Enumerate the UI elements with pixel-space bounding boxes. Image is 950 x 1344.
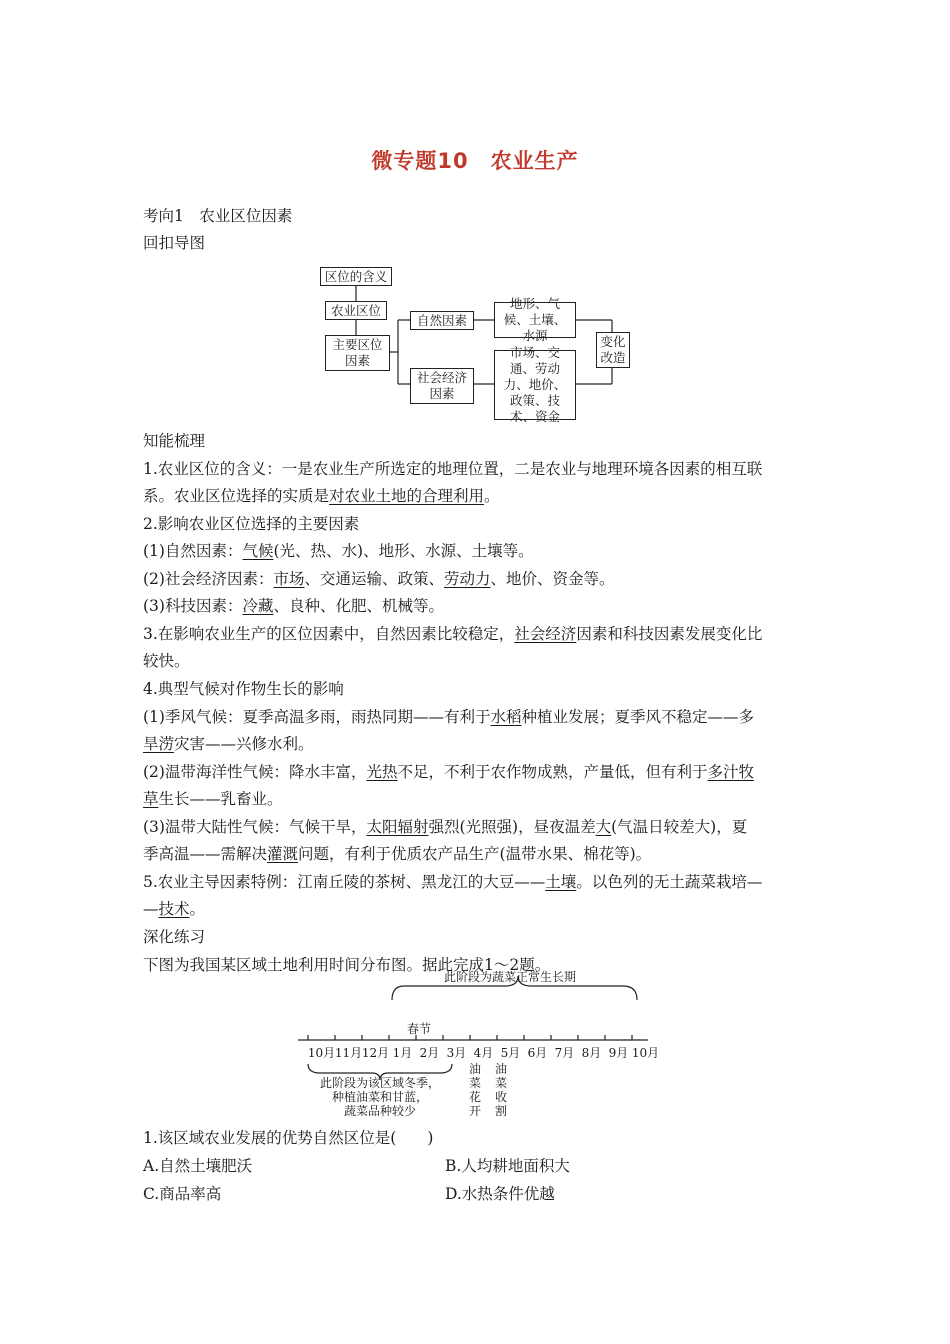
rape-harvest-char: 油 [494, 1062, 508, 1076]
bottom-brace-line-3: 蔬菜品种较少 [343, 1104, 417, 1118]
para-4: (2)社会经济因素：市场、交通运输、政策、劳动力、地价、资金等。 [143, 570, 615, 588]
month-label: 3月 [446, 1046, 467, 1060]
top-brace-label: 此阶段为蔬菜正常生长期 [443, 970, 577, 984]
box-social-items: 市场、交通、劳动力、地价、政策、技术、资金 [494, 350, 576, 420]
month-label: 4月 [473, 1046, 494, 1060]
para-2: 2.影响农业区位选择的主要因素 [143, 515, 360, 533]
para-8b: 旱涝灾害——兴修水利。 [143, 735, 314, 753]
para-10a: (3)温带大陆性气候：气候干旱，太阳辐射强烈(光照强)，昼夜温差大(气温日较差大)，夏 [143, 818, 748, 836]
para-11a: 5.农业主导因素特例：江南丘陵的茶树、黑龙江的大豆——土壤。以色列的无土蔬菜栽培— [143, 873, 763, 891]
para-7: 4.典型气候对作物生长的影响 [143, 680, 344, 698]
box-natural-items: 地形、气候、土壤、水源 [494, 302, 576, 338]
para-3: (1)自然因素：气候(光、热、水)、地形、水源、土壤等。 [143, 542, 534, 560]
rape-harvest-label [495, 1061, 507, 1118]
section-heading: 考向1 农业区位因素 [143, 207, 293, 225]
box-agri-location: 农业区位 [325, 301, 387, 320]
para-9a: (2)温带海洋性气候：降水丰富，光热不足，不利于农作物成熟，产量低，但有利于多汁牧 [143, 763, 755, 781]
rape-harvest-char: 割 [494, 1104, 508, 1118]
option-b: B.人均耕地面积大 [445, 1157, 570, 1175]
para-10b: 季高温——需解决灌溉问题，有利于优质农产品生产(温带水果、棉花等)。 [143, 845, 652, 863]
bottom-brace-line-1: 此阶段为该区域冬季， [319, 1076, 441, 1090]
option-a: A.自然土壤肥沃 [143, 1157, 253, 1175]
box-natural: 自然因素 [410, 311, 474, 330]
rape-harvest-char: 收 [494, 1090, 508, 1104]
box-change: 变化改造 [596, 332, 630, 368]
para-9b: 草生长——乳畜业。 [143, 790, 283, 808]
option-c: C.商品率高 [143, 1185, 222, 1203]
rape-bloom-char: 菜 [468, 1076, 482, 1090]
month-label: 12月 [361, 1046, 390, 1060]
practice-intro: 下图为我国某区域土地利用时间分布图。据此完成1～2题。 [143, 956, 551, 974]
month-label: 2月 [419, 1046, 440, 1060]
para-6b: 较快。 [143, 652, 190, 670]
month-label: 9月 [608, 1046, 629, 1060]
para-1a: 1.农业区位的含义：一是农业生产所选定的地理位置，二是农业与地理环境各因素的相互联 [143, 460, 763, 478]
para-8a: (1)季风气候：夏季高温多雨，雨热同期——有利于水稻种植业发展；夏季风不稳定——多 [143, 708, 754, 726]
month-label: 8月 [581, 1046, 602, 1060]
rape-bloom-char: 油 [468, 1062, 482, 1076]
para-11b: —技术。 [143, 900, 206, 918]
para-6a: 3.在影响农业生产的区位因素中，自然因素比较稳定，社会经济因素和科技因素发展变化比 [143, 625, 763, 643]
month-label: 5月 [500, 1046, 521, 1060]
month-label: 1月 [392, 1046, 413, 1060]
month-label: 10月 [307, 1046, 336, 1060]
practice-label: 深化练习 [143, 928, 206, 946]
page-title: 微专题10 农业生产 [371, 149, 579, 173]
para-1b: 系。农业区位选择的实质是对农业土地的合理利用。 [143, 487, 500, 505]
para-5: (3)科技因素：冷藏、良种、化肥、机械等。 [143, 597, 444, 615]
question-1-stem: 1.该区域农业发展的优势自然区位是( ) [143, 1129, 434, 1147]
month-label: 6月 [527, 1046, 548, 1060]
rape-harvest-char: 菜 [494, 1076, 508, 1090]
rape-bloom-label [469, 1061, 481, 1118]
box-meaning: 区位的含义 [320, 267, 392, 286]
rape-bloom-char: 花 [468, 1090, 482, 1104]
knowledge-label: 知能梳理 [143, 432, 206, 450]
option-d: D.水热条件优越 [445, 1185, 555, 1203]
month-label: 7月 [554, 1046, 575, 1060]
review-label: 回扣导图 [143, 234, 206, 252]
month-label: 10月 [631, 1046, 660, 1060]
box-social: 社会经济因素 [410, 368, 474, 404]
box-main-factors: 主要区位因素 [325, 335, 390, 371]
rape-bloom-char: 开 [468, 1104, 482, 1118]
bottom-brace-line-2: 种植油菜和甘蓝， [331, 1090, 429, 1104]
month-label: 11月 [334, 1046, 363, 1060]
spring-festival-label: 春节 [406, 1022, 432, 1036]
